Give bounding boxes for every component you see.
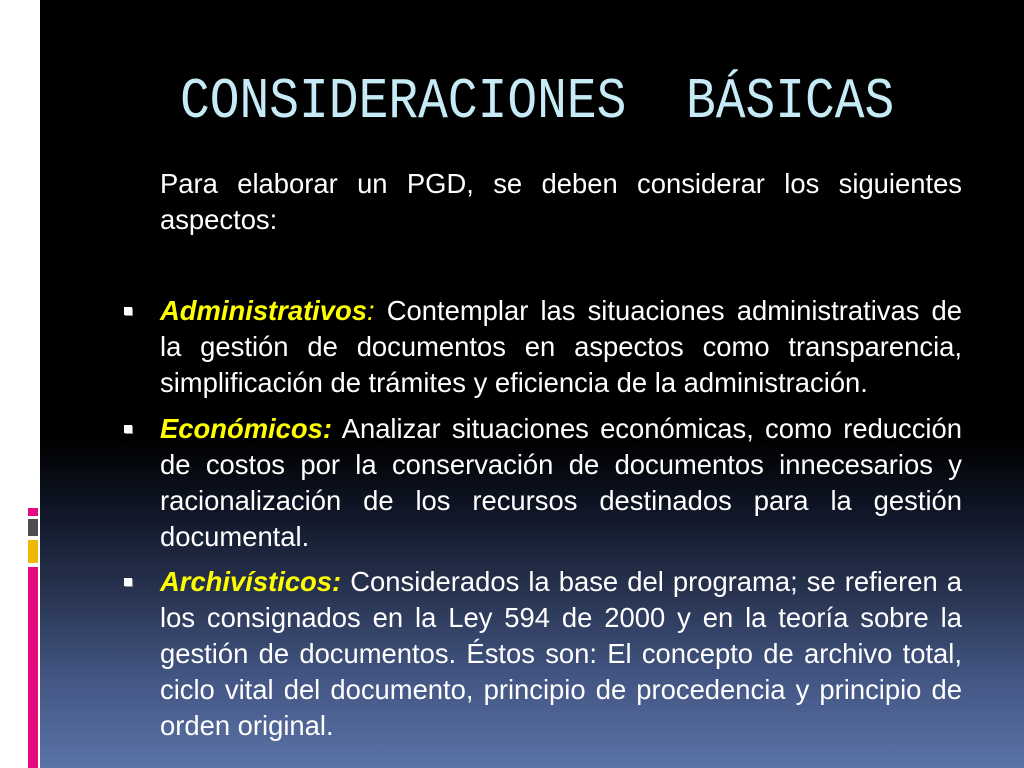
item-text: Analizar situaciones económicas, como reducción de costos por la conservación de documentos innecesarios y racionalización de los recursos destinados para la gestión documental. [160,413,962,552]
bullet-paragraph [160,564,962,744]
item-label: Archivísticos [160,566,333,597]
bullet-item-archivisticos [160,564,962,744]
square-bullet-icon [124,307,132,315]
square-bullet-icon [124,578,132,586]
bullet-paragraph [160,411,962,555]
bullet-item-economicos [160,411,962,555]
item-label-colon: : [332,566,342,597]
item-text: Considerados la base del programa; se refieren a los consignados en la Ley 594 de 2000 y en la teoría sobre la gestión de documentos. Éstos son: El concepto de archivo total, ciclo vital del documento, principio de procedencia y principio de orden original. [160,566,962,741]
intro-paragraph: Para elaborar un PGD, se deben considerar los siguientes aspectos: [160,168,962,235]
slide-content [40,0,1024,768]
slide-title: CONSIDERACIONES BÁSICAS [180,69,895,135]
accent-bar-pink-long [28,567,38,768]
item-text: Contemplar las situaciones administrativas de la gestión de documentos en aspectos como transparencia, simplificación de trámites y eficiencia de la administración. [160,295,962,398]
item-label-colon: : [367,295,375,326]
intro-block [160,166,962,238]
item-label: Administrativos [160,295,367,326]
square-bullet-icon [124,425,132,433]
side-strip [0,0,40,768]
bullet-item-administrativos [160,293,962,401]
item-label-colon: : [322,413,332,444]
bullet-paragraph [160,293,962,401]
accent-bar-pink-short [28,508,38,516]
accent-bar-gold [28,540,38,563]
accent-bar-gray [28,519,38,536]
item-label: Económicos [160,413,323,444]
